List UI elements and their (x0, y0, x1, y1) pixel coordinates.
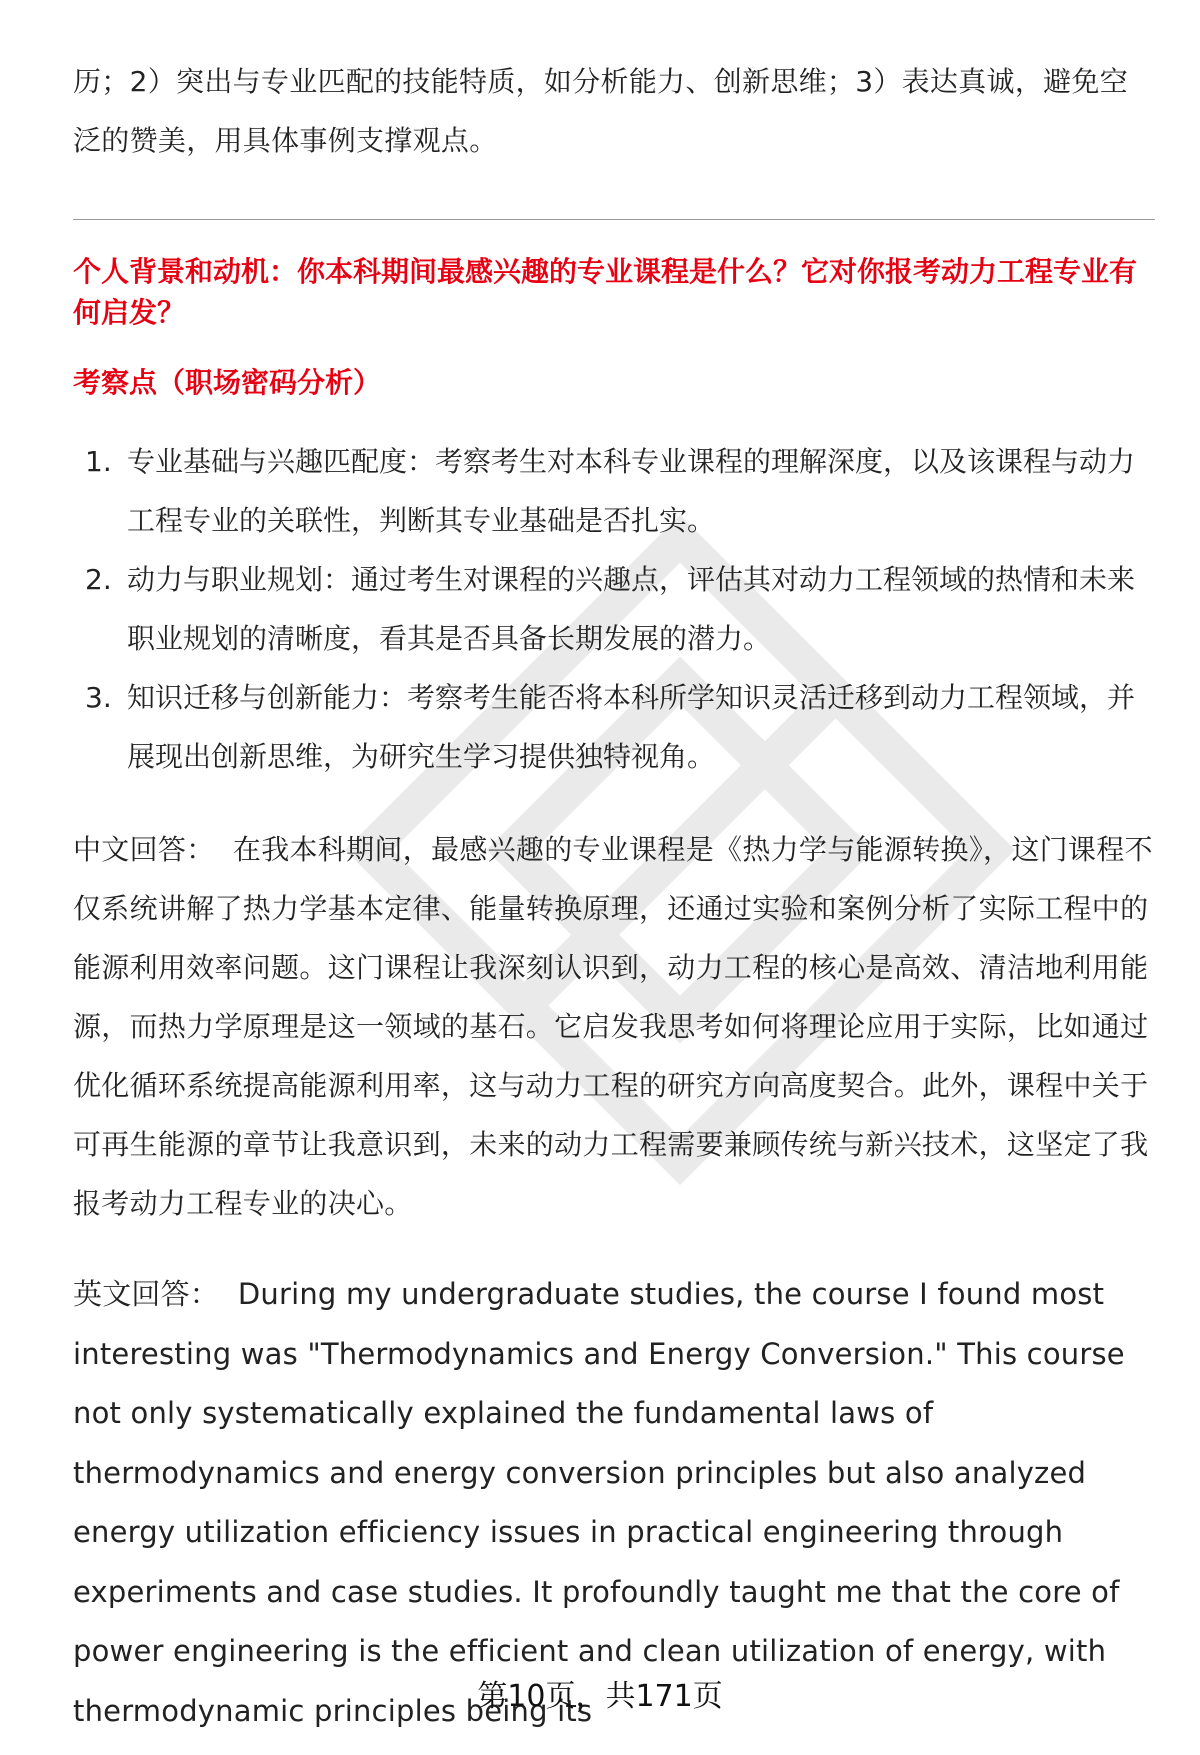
chinese-answer-label: 中文回答： (73, 833, 215, 866)
list-item-text: 专业基础与兴趣匹配度：考察考生对本科专业课程的理解深度，以及该课程与动力工程专业的关联性，判断其专业基础是否扎实。 (127, 445, 1136, 537)
english-answer-text: During my undergraduate studies, the course I found most interesting was "Thermodynamics and Energy Conversion." This course not only systematically explained the fundamental laws of thermodynamics and energy conversion principles but also analyzed energy utilization efficiency issues in practical engineering through experiments and case studies. It profoundly taught me that the core of power engineering is the efficient and clean utilization of energy, with thermodynamic principles being its (73, 1277, 1125, 1728)
list-item (73, 668, 1155, 786)
page-number: 第10页，共171页 (477, 1679, 723, 1714)
chinese-answer (73, 820, 1155, 1233)
section-divider (73, 219, 1155, 220)
assessment-points-list (73, 432, 1155, 786)
list-number: 2. (85, 563, 112, 596)
list-item (73, 550, 1155, 668)
list-item-text: 动力与职业规划：通过考生对课程的兴趣点，评估其对动力工程领域的热情和未来职业规划的清晰度，看其是否具备长期发展的潜力。 (127, 563, 1136, 655)
chinese-answer-text: 在我本科期间，最感兴趣的专业课程是《热力学与能源转换》，这门课程不仅系统讲解了热力学基本定律、能量转换原理，还通过实验和案例分析了实际工程中的能源利用效率问题。这门课程让我深刻认识到，动力工程的核心是高效、清洁地利用能源，而热力学原理是这一领域的基石。它启发我思考如何将理论应用于实际，比如通过优化循环系统提高能源利用率，这与动力工程的研究方向高度契合。此外，课程中关于可再生能源的章节让我意识到，未来的动力工程需要兼顾传统与新兴技术，这坚定了我报考动力工程专业的决心。 (73, 833, 1153, 1220)
question-heading: 个人背景和动机：你本科期间最感兴趣的专业课程是什么？它对你报考动力工程专业有何启发？ (73, 255, 1138, 329)
list-number: 3. (85, 681, 112, 714)
assessment-points-heading: 考察点（职场密码分析） (73, 366, 382, 399)
english-answer-label: 英文回答： (73, 1277, 220, 1311)
list-item (73, 432, 1155, 550)
english-answer (73, 1265, 1155, 1741)
list-number: 1. (85, 445, 112, 478)
list-item-text: 知识迁移与创新能力：考察考生能否将本科所学知识灵活迁移到动力工程领域，并展现出创新思维，为研究生学习提供独特视角。 (127, 681, 1136, 773)
top-paragraph: 历；2）突出与专业匹配的技能特质，如分析能力、创新思维；3）表达真诚，避免空泛的赞美，用具体事例支撑观点。 (73, 65, 1129, 157)
